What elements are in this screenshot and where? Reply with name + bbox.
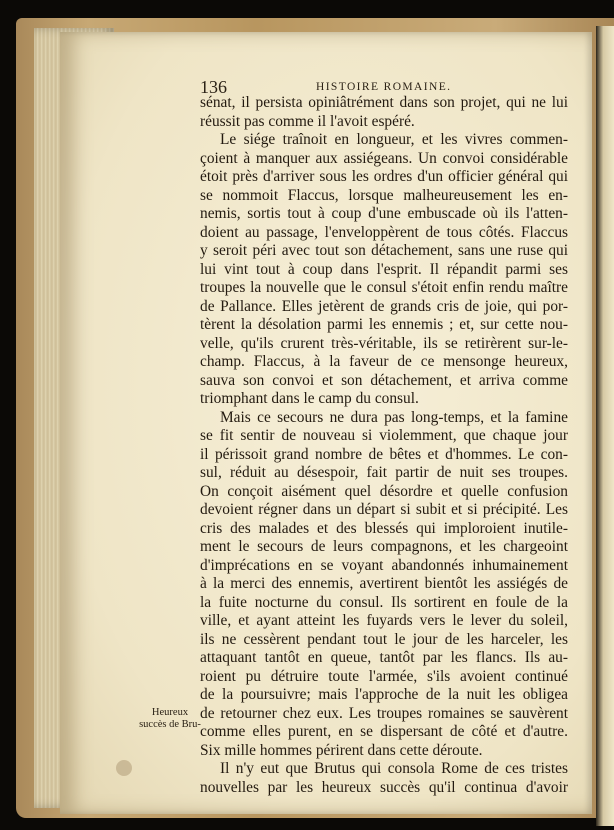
text-line: nouvelles par les heureux succès qu'il continua d'avoir: [200, 778, 568, 796]
text-line: y seroit péri avec tout son détachement, sans une ruse qui: [200, 242, 568, 259]
text-line: étoit près d'arriver sous les ordres d'un officier général qui: [200, 168, 568, 185]
text-line: nemis, sortis tout à coup d'une embuscade où ils l'atten-: [200, 205, 568, 222]
text-line: d'imprécations en se voyant abandonnés inhumainement: [200, 556, 568, 574]
text-line: çoient à manquer aux assiégeans. Un convoi considérable: [200, 149, 568, 167]
text-line: la fuite nocturne du consul. Ils sortirent en foule de la: [200, 593, 568, 611]
text-line: cris des malades et des blessés qui imploroient inutile-: [200, 519, 568, 537]
text-line: lui vint tout à coup dans l'esprit. Il répandit parmi ses: [200, 260, 568, 278]
text-line: comme elles purent, en se dispersant de côté et d'autre.: [200, 723, 568, 740]
text-line: de la poursuivre; mais l'approche de la nuit les obligea: [200, 686, 568, 703]
running-title: HISTOIRE ROMAINE.: [316, 81, 452, 93]
text-line: doient au passage, l'enveloppèrent de tous côtés. Flaccus: [200, 223, 568, 241]
text-line: Six mille hommes périrent dans cette déroute.: [200, 741, 483, 759]
text-line: se fit sentir de nouveau si violemment, que chaque jour: [200, 427, 568, 444]
body-text: [200, 94, 568, 797]
text-line: sauva son convoi et son détachement, et arriva comme: [200, 371, 568, 389]
text-line: triomphant dans le camp du consul.: [200, 390, 419, 407]
text-line: Il n'y eut que Brutus qui consola Rome de ces tristes: [220, 760, 568, 777]
book-gutter: [596, 26, 614, 826]
margin-note-line: Heureux: [151, 707, 189, 718]
text-line: On conçoit aisément quel désordre et quelle confusion: [200, 482, 568, 500]
text-line: se nommoit Flaccus, lorsque malheureusement les en-: [200, 186, 568, 204]
text-line: attaquant tantôt en queue, tantôt par les flancs. Ils au-: [200, 649, 568, 666]
text-line: sénat, il persista opiniâtrément dans son projet, qui ne lui: [200, 94, 568, 111]
text-line: de retourner chez eux. Les troupes romaines se sauvèrent: [200, 704, 568, 722]
paper-stain: [116, 760, 132, 776]
text-line: velle, qu'ils crurent très-véritable, ils se retirèrent sur-le-: [200, 334, 568, 352]
text-line: Mais ce secours ne dura pas long-temps, et la famine: [220, 408, 568, 426]
text-line: ment le secours de leurs compagnons, et les chargeoint: [200, 538, 568, 555]
text-line: sul, réduit au désespoir, fait partir de nuit ses troupes.: [200, 464, 568, 481]
page-number: 136: [200, 77, 227, 97]
text-line: de Pallance. Elles jetèrent de grands cris de joie, qui por-: [200, 297, 568, 315]
text-line: Le siége traînoit en longueur, et les vivres commen-: [220, 131, 568, 148]
text-line: ils ne cessèrent pendant tout le jour de les harceler, les: [200, 630, 568, 648]
text-line: il périssoit grand nombre de bêtes et d'hommes. Le con-: [200, 445, 568, 463]
margin-note-line: succès de Bru-: [139, 719, 201, 730]
text-line: à la merci des ennemis, avertirent bientôt les assiégés de: [200, 575, 568, 592]
margin-note: [136, 707, 204, 731]
text-line: réussit pas comme il l'avoit espéré.: [200, 112, 415, 130]
text-line: devoient régner dans un départ si subit et si précipité. Les: [200, 501, 568, 518]
text-line: champ. Flaccus, à la faveur de ce mensonge heureux,: [200, 353, 568, 370]
text-line: troupes la nouvelle que le consul s'étoit enfin rendu maître: [200, 279, 568, 296]
text-line: roient pu détruire toute l'armée, s'ils avoient continué: [200, 667, 568, 685]
text-line: tèrent la désolation parmi les ennemis ; et, sur cette nou-: [200, 316, 568, 333]
text-line: ville, et ayant atteint les fuyards vers le lever du soleil,: [200, 612, 568, 629]
